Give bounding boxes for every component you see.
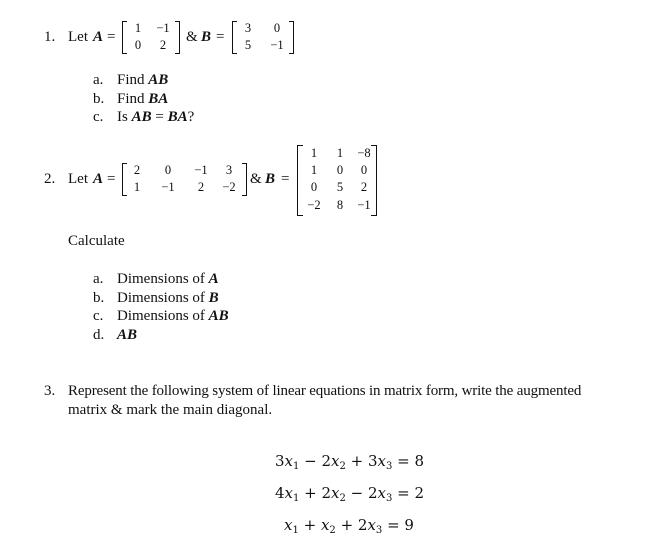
matrix-cell: 3: [244, 21, 252, 35]
operator: + 2: [299, 484, 332, 502]
q1-equals-a: =: [107, 29, 116, 45]
part-text: [117, 271, 219, 288]
subscript: 1: [292, 525, 299, 536]
part-bold-2: BA: [167, 109, 188, 125]
matrix-cell: 0: [164, 163, 172, 177]
right-bracket: [371, 145, 377, 216]
rhs: = 2: [392, 484, 425, 502]
subscript: 1: [293, 493, 300, 504]
q1-ampersand: &: [186, 29, 198, 45]
matrix-cell: 0: [134, 38, 142, 52]
q1-matrix-a: [122, 20, 180, 54]
part-prefix: Find: [117, 72, 149, 88]
part-text: [117, 308, 229, 325]
q2-matrix-a: [122, 162, 248, 196]
part-letter: a.: [93, 72, 104, 88]
part-bold: AB: [208, 308, 229, 324]
q2-number: 2.: [44, 171, 56, 187]
part-bold: AB: [117, 327, 138, 343]
matrix-cell: 0: [310, 180, 318, 194]
q3-instruction-line-2: matrix & mark the main diagonal.: [68, 402, 273, 418]
left-bracket: [122, 163, 127, 196]
part-prefix: Is: [117, 109, 132, 125]
matrix-cell: −1: [194, 163, 208, 177]
var: x: [377, 452, 387, 470]
q2-matrix-b: [297, 144, 377, 216]
q2-ampersand: &: [250, 171, 262, 187]
subscript: 3: [375, 525, 383, 536]
rhs: = 8: [392, 452, 425, 470]
part-prefix: Dimensions of: [117, 271, 209, 287]
part-letter: c.: [93, 308, 104, 324]
matrix-cell: −2: [307, 198, 321, 212]
var: x: [284, 484, 294, 502]
part-letter: a.: [93, 271, 104, 287]
q1-let: Let: [68, 29, 88, 45]
matrix-cell: 8: [336, 198, 344, 212]
q1-matrix-b: [232, 20, 294, 54]
var: x: [367, 516, 376, 534]
matrix-cell: −2: [222, 180, 236, 194]
subscript: 2: [339, 493, 346, 504]
part-text: [117, 109, 194, 126]
equation-2: [275, 484, 424, 504]
q1-number: 1.: [44, 29, 56, 45]
matrix-cell: −8: [357, 146, 371, 160]
equation-1: [275, 452, 424, 472]
part-letter: b.: [93, 290, 105, 306]
part-bold: A: [208, 271, 219, 287]
right-bracket: [289, 21, 294, 54]
rhs: = 9: [382, 516, 414, 534]
matrix-cell: 1: [310, 146, 318, 160]
matrix-cell: 1: [134, 21, 142, 35]
matrix-cell: −1: [161, 180, 175, 194]
q2-calculate: Calculate: [68, 233, 125, 249]
q3-instruction-line-1: Represent the following system of linear equations in matrix form, write the augmented: [68, 383, 582, 399]
matrix-cell: 3: [225, 163, 233, 177]
part-text: [117, 327, 137, 344]
matrix-cell: 0: [336, 163, 344, 177]
q1-a-label: A: [93, 29, 104, 45]
part-prefix: Dimensions of: [117, 308, 209, 324]
q2-let: Let: [68, 171, 88, 187]
subscript: 2: [329, 525, 336, 536]
part-bold: B: [208, 290, 219, 306]
matrix-cell: −1: [156, 21, 170, 35]
matrix-cell: 2: [133, 163, 141, 177]
q1-b-label: B: [201, 29, 212, 45]
part-letter: b.: [93, 91, 105, 107]
part-bold: AB: [148, 72, 169, 88]
right-bracket: [175, 21, 180, 54]
left-bracket: [122, 21, 127, 54]
q2-a-label: A: [93, 171, 104, 187]
part-text: [117, 91, 168, 108]
subscript: 2: [339, 461, 346, 472]
part-bold: AB: [131, 109, 152, 125]
matrix-cell: 1: [336, 146, 344, 160]
var: x: [320, 516, 330, 534]
left-bracket: [232, 21, 237, 54]
matrix-cell: −1: [357, 198, 371, 212]
matrix-cell: 5: [244, 38, 252, 52]
var: x: [377, 484, 387, 502]
matrix-cell: 0: [273, 21, 281, 35]
coef: 3: [275, 452, 285, 470]
subscript: 3: [386, 461, 393, 472]
q2-equals-a: =: [107, 171, 116, 187]
part-letter: d.: [93, 327, 105, 343]
matrix-cell: −1: [270, 38, 284, 52]
part-text: [117, 72, 168, 89]
part-tail: ?: [187, 109, 195, 125]
matrix-cell: 2: [360, 180, 368, 194]
var: x: [284, 452, 294, 470]
part-mid: =: [151, 109, 168, 125]
matrix-cell: 2: [159, 38, 167, 52]
matrix-cell: 2: [197, 180, 205, 194]
part-prefix: Dimensions of: [117, 290, 209, 306]
matrix-cell: 1: [133, 180, 141, 194]
q2-b-label: B: [265, 171, 276, 187]
part-letter: c.: [93, 109, 104, 125]
matrix-cell: 0: [360, 163, 368, 177]
part-bold: BA: [148, 91, 169, 107]
q1-equals-b: =: [216, 29, 225, 45]
subscript: 1: [293, 461, 300, 472]
operator: + 3: [345, 452, 378, 470]
var: x: [331, 452, 340, 470]
operator: +: [298, 516, 321, 534]
q2-equals-b: =: [281, 171, 290, 187]
q3-number: 3.: [44, 383, 56, 399]
part-text: [117, 290, 219, 307]
var: x: [284, 516, 293, 534]
right-bracket: [242, 163, 247, 196]
matrix-cell: 5: [336, 180, 344, 194]
operator: − 2: [345, 484, 378, 502]
part-prefix: Find: [117, 91, 149, 107]
var: x: [331, 484, 340, 502]
subscript: 3: [386, 493, 393, 504]
operator: − 2: [299, 452, 332, 470]
matrix-cell: 1: [310, 163, 318, 177]
operator: + 2: [335, 516, 368, 534]
equation-3: [284, 516, 414, 536]
coef: 4: [275, 484, 285, 502]
